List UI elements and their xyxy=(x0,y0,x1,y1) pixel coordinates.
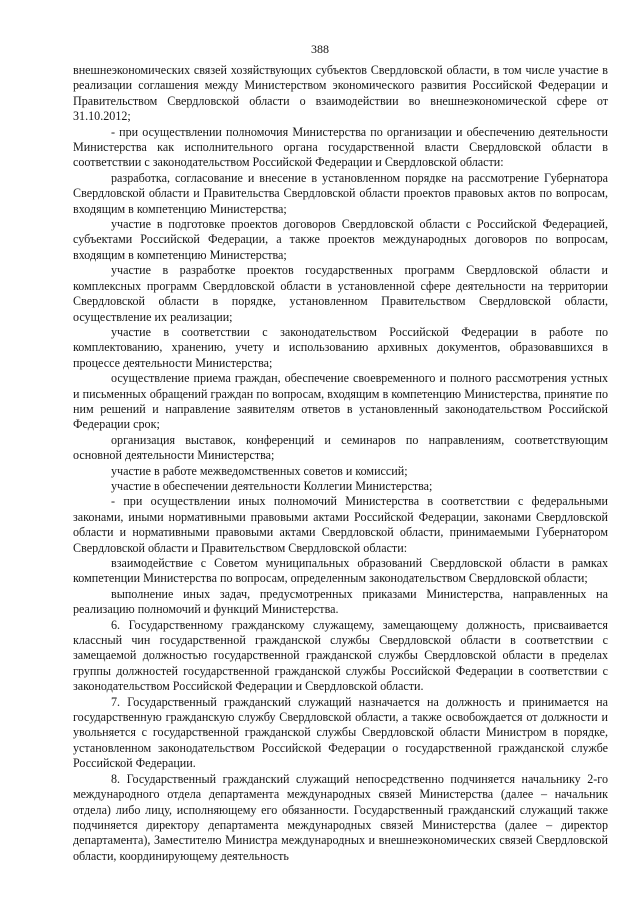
paragraph: внешнеэкономических связей хозяйствующих субъектов Свердловской области, в том числе участие в реализации соглашения между Министерством экономического развития Российской Федерации и Правительством Свердловской области о взаимодействии во внешнеэкономической сфере от 31.10.2012; xyxy=(73,63,608,124)
paragraph: организация выставок, конференций и семинаров по направлениям, соответствующим основной деятельности Министерства; xyxy=(73,432,608,463)
paragraph: 6. Государственному гражданскому служащему, замещающему должность, присваивается классный чин государственной гражданской службы Свердловской области в соответствии с замещаемой должностью государственной гражданской службы Свердловской области в пределах группы должностей государственной гражданской службы Российской Федерации в соответствии с законодательством Российской Федерации и Свердловской области. xyxy=(73,617,608,694)
paragraph: осуществление приема граждан, обеспечение своевременного и полного рассмотрения устных и письменных обращений граждан по вопросам, входящим в компетенцию Министерства, принятие по ним решений и направление заявителям ответов в установленный законодательством Российской Федерации срок; xyxy=(73,371,608,432)
paragraph: - при осуществлении иных полномочий Министерства в соответствии с федеральными законами, иными нормативными правовыми актами Российской Федерации, законами Свердловской области и нормативными правовыми актами Свердловской области, принимаемыми Губернатором Свердловской области и Правительством Свердловской области: xyxy=(73,494,608,555)
paragraph: 7. Государственный гражданский служащий назначается на должность и принимается на государственную гражданскую службу Свердловской области, а также освобождается от должности и увольняется с государственной гражданской службы Свердловской области Министром в порядке, установленном законодательством Российской Федерации о государственной гражданской службе Российской Федерации. xyxy=(73,694,608,771)
page-number: 388 xyxy=(311,42,329,56)
paragraph: участие в работе межведомственных советов и комиссий; xyxy=(111,463,408,478)
paragraph: участие в подготовке проектов договоров Свердловской области с Российской Федерацией, субъектами Российской Федерации, а также проектов международных договоров по вопросам, входящим в компетенцию Министерства; xyxy=(73,217,608,262)
paragraph: взаимодействие с Советом муниципальных образований Свердловской области в рамках компетенции Министерства по вопросам, определенным законодательством Свердловской области; xyxy=(73,556,608,586)
paragraph: - при осуществлении полномочия Министерства по организации и обеспечению деятельности Министерства как исполнительного органа государственной власти Свердловской области в соответствии с законодательством Российской Федерации и Свердловской области: xyxy=(73,124,608,170)
paragraph: участие в соответствии с законодательством Российской Федерации в работе по комплектованию, хранению, учету и использованию архивных документов, образовавшихся в процессе деятельности Министерства; xyxy=(73,324,608,370)
paragraph: разработка, согласование и внесение в установленном порядке на рассмотрение Губернатора Свердловской области и Правительства Свердловской области проектов правовых актов по вопросам, входящим в компетенцию Министерства; xyxy=(73,170,608,216)
paragraph: участие в обеспечении деятельности Коллегии Министерства; xyxy=(111,478,433,493)
document-body xyxy=(73,63,608,864)
paragraph: 8. Государственный гражданский служащий непосредственно подчиняется начальнику 2-го международного отдела департамента международных связей Министерства (далее – начальник отдела) либо лицу, исполняющему его обязанности. Государственный гражданский служащий также подчиняется директору департамента международных связей Министерства (далее – директор департамента), Заместителю Министра международных и внешнеэкономических связей Свердловской области, координирующему деятельность xyxy=(73,771,608,863)
paragraph: участие в разработке проектов государственных программ Свердловской области и комплексных программ Свердловской области в установленной сфере деятельности на территории Свердловской области в порядке, установленном Правительством Свердловской области, осуществление их реализации; xyxy=(73,263,608,324)
paragraph: выполнение иных задач, предусмотренных приказами Министерства, направленных на реализацию полномочий и функций Министерства. xyxy=(73,586,608,617)
